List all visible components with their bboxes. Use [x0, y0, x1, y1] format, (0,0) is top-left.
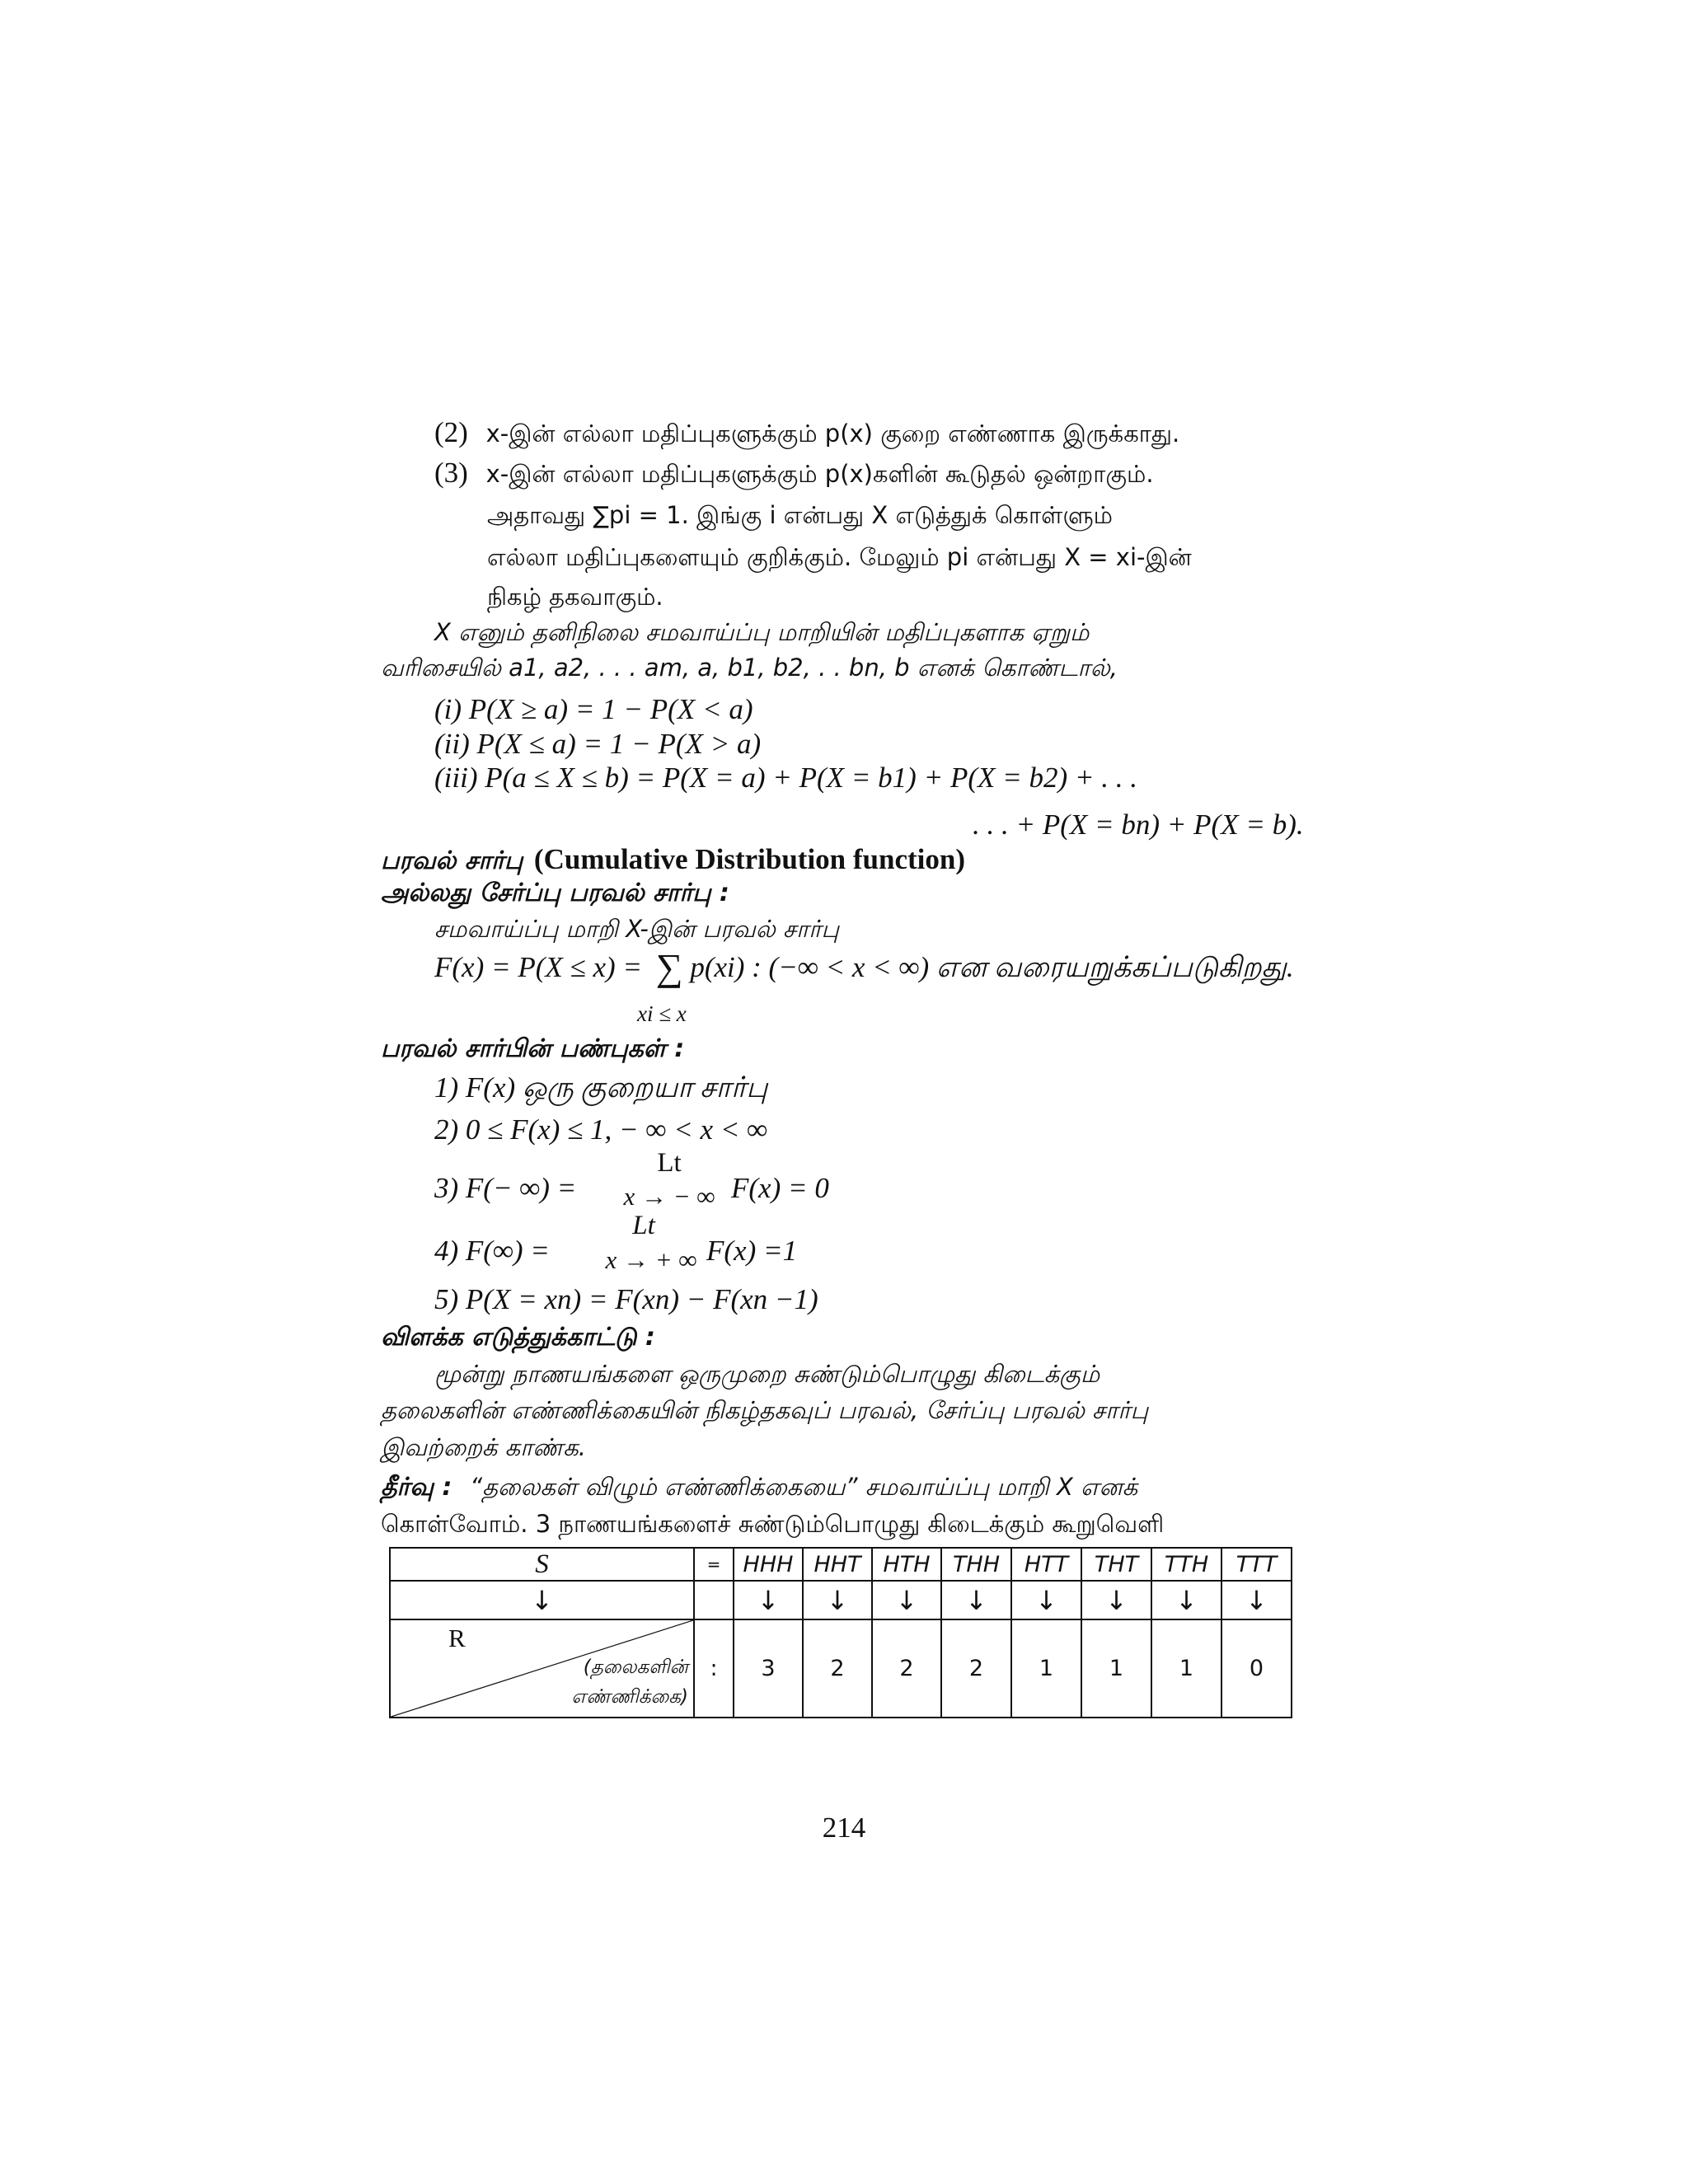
solution-line-2: கொள்வோம். 3 நாணயங்களைச் சுண்டும்பொழுது கிடைக்கும் கூறுவெளி [381, 1510, 1165, 1538]
mapping-arrow: ↓ [1221, 1581, 1292, 1619]
cdf-property-3-left: 3) F(− ∞) = [434, 1172, 577, 1204]
cdf-property-4-limit: x → + ∞ [605, 1245, 697, 1274]
outcome-cell: TTH [1151, 1548, 1221, 1581]
cdf-property-4-right: F(x) =1 [706, 1235, 798, 1267]
solution-line-1 [381, 1469, 1137, 1506]
diagonal-header-cell [390, 1619, 694, 1718]
example-line-3: இவற்றைக் காண்க. [381, 1433, 587, 1461]
cdf-heading-english: (Cumulative Distribution function) [533, 843, 966, 875]
cdf-formula-rhs: p(xi) : (−∞ < x < ∞) என வரையறுக்கப்படுகிறது. [690, 951, 1294, 983]
item-3-line-3: எல்லா மதிப்புகளையும் குறிக்கும். மேலும் pi என்பது X = xi-இன் [487, 543, 1192, 571]
mapping-arrow: ↓ [734, 1581, 803, 1619]
equals-sign: = [694, 1548, 734, 1581]
example-heading: விளக்க எடுத்துக்காட்டு : [381, 1323, 655, 1352]
heads-label-2: எண்ணிக்கை) [571, 1685, 688, 1708]
outcome-cell: HHT [803, 1548, 872, 1581]
cdf-property-5: 5) P(X = xn) = F(xn) − F(xn −1) [434, 1283, 818, 1315]
paragraph-line-2: வரிசையில் a1, a2, . . . am, a, b1, b2, . . bn, b எனக் கொண்டால், [381, 654, 1118, 682]
paragraph-line-1: X எனும் தனிநிலை சமவாய்ப்பு மாறியின் மதிப்புகளாக ஏறும் [434, 618, 1090, 646]
mapping-arrow: ↓ [1011, 1581, 1081, 1619]
mapping-arrow: ↓ [1151, 1581, 1221, 1619]
heads-label-1: (தலைகளின் [583, 1656, 688, 1678]
heads-count-cell: 2 [941, 1619, 1011, 1718]
mapping-arrow: ↓ [872, 1581, 941, 1619]
heads-count-cell: 3 [734, 1619, 803, 1718]
item-2 [434, 415, 1179, 452]
empty-cell [694, 1581, 734, 1619]
item-3-line-4: நிகழ் தகவாகும். [487, 583, 663, 611]
outcome-cell: HTH [872, 1548, 941, 1581]
cdf-property-3-limit: x → − ∞ [623, 1182, 715, 1211]
mapping-arrow: ↓ [390, 1581, 694, 1619]
example-line-1: மூன்று நாணயங்களை ஒருமுறை சுண்டும்பொழுது கிடைக்கும் [434, 1360, 1100, 1388]
cdf-formula [434, 946, 1294, 988]
properties-heading: பரவல் சார்பின் பண்புகள் : [381, 1034, 685, 1063]
mapping-arrow: ↓ [803, 1581, 872, 1619]
heads-count-cell: 0 [1221, 1619, 1292, 1718]
property-i: (i) P(X ≥ a) = 1 − P(X < a) [434, 693, 753, 725]
solution-text-1: “தலைகள் விழும் எண்ணிக்கையை” சமவாய்ப்பு மாறி X எனக் [470, 1473, 1138, 1501]
outcome-cell: THH [941, 1548, 1011, 1581]
cdf-formula-subscript: xi ≤ x [637, 1001, 687, 1026]
outcome-cell: HHH [734, 1548, 803, 1581]
cdf-property-2: 2) 0 ≤ F(x) ≤ 1, − ∞ < x < ∞ [434, 1113, 768, 1146]
mapping-arrow: ↓ [1081, 1581, 1151, 1619]
outcome-cell: THT [1081, 1548, 1151, 1581]
heads-count-cell: 1 [1011, 1619, 1081, 1718]
cdf-subheading: அல்லது சேர்ப்பு பரவல் சார்பு : [381, 879, 729, 907]
cdf-heading [381, 841, 965, 879]
heads-count-cell: 1 [1081, 1619, 1151, 1718]
cdf-heading-tamil: பரவல் சார்பு [381, 846, 523, 875]
arrow-row [390, 1581, 1292, 1619]
mapping-arrow: ↓ [941, 1581, 1011, 1619]
heads-count-cell: 1 [1151, 1619, 1221, 1718]
cdf-property-4-left: 4) F(∞) = [434, 1235, 550, 1267]
colon-cell: : [694, 1619, 734, 1718]
cdf-property-1: 1) F(x) ஒரு குறையா சார்பு [434, 1071, 768, 1104]
example-line-2: தலைகளின் எண்ணிக்கையின் நிகழ்தகவுப் பரவல், சேர்ப்பு பரவல் சார்பு [381, 1396, 1149, 1424]
outcome-cell: TTT [1221, 1548, 1292, 1581]
page-number: 214 [822, 1811, 866, 1844]
cdf-property-3-right: F(x) = 0 [731, 1172, 829, 1204]
property-iii-continued: . . . + P(X = bn) + P(X = b). [973, 808, 1304, 841]
item-3-number: (3) [434, 457, 468, 489]
outcome-cell: HTT [1011, 1548, 1081, 1581]
random-variable-label: R [448, 1623, 466, 1652]
item-3-line-2: அதாவது ∑pi = 1. இங்கு i என்பது X எடுத்துக் கொள்ளும் [487, 501, 1114, 529]
heads-count-cell: 2 [803, 1619, 872, 1718]
item-2-number: (2) [434, 416, 468, 448]
solution-label: தீர்வு : [381, 1473, 452, 1502]
heads-row [390, 1619, 1292, 1718]
property-ii: (ii) P(X ≤ a) = 1 − P(X > a) [434, 728, 762, 760]
item-2-text: x-இன் எல்லா மதிப்புகளுக்கும் p(x) குறை எண்ணாக இருக்காது. [485, 419, 1180, 448]
summation-symbol: ∑ [655, 946, 683, 988]
cdf-property-3-lt: Lt [657, 1148, 682, 1178]
item-3-line-1: x-இன் எல்லா மதிப்புகளுக்கும் p(x)களின் கூடுதல் ஒன்றாகும். [485, 460, 1154, 488]
sample-space-table [389, 1547, 1292, 1718]
sample-space-label: S [390, 1548, 694, 1581]
item-3 [434, 455, 1154, 492]
property-iii: (iii) P(a ≤ X ≤ b) = P(X = a) + P(X = b1) + P(X = b2) + . . . [434, 762, 1138, 794]
cdf-intro: சமவாய்ப்பு மாறி X-இன் பரவல் சார்பு [434, 915, 839, 943]
outcome-row [390, 1548, 1292, 1581]
heads-count-cell: 2 [872, 1619, 941, 1718]
cdf-property-4-lt: Lt [632, 1211, 655, 1240]
cdf-formula-lhs: F(x) = P(X ≤ x) = [434, 951, 643, 983]
